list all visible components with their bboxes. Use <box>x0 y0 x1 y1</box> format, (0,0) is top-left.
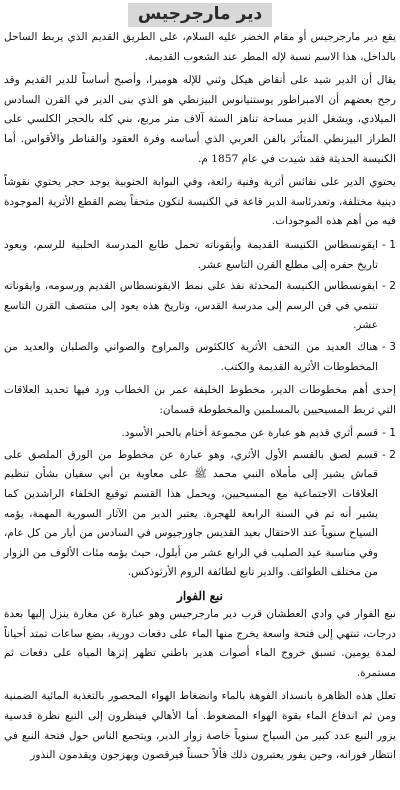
list-item <box>4 277 396 336</box>
list-item <box>4 236 396 275</box>
list-item-number: 2 - <box>382 448 396 461</box>
intro-paragraph: يقع دير مارجرجيس أو مقام الخضر عليه السلام، على الطريق القديم الذي يربط الساحل بالداخل، هذا الاسم نسبة لإله المطر عند الشعوب القديمة. <box>4 31 396 63</box>
page-title: دير مارجرجيس <box>128 3 272 27</box>
spring-explanation-paragraph: تعلل هذه الظاهرة بانسداد الفوهة بالماء وانضغاط الهواء المحصور بالتغذية المائية الضمنية ومن ثم اندفاع الماء بقوة الهواء المضغوط. أما الأهالي فينظرون إلى النبع نظرة قدسية يزور النبع عدد كبير من السياح سنوياً خاصة زوار الدير، ويتجمع الناس حول فتحة النبع في انتظار فورانه، وحين يفور يعتبرون ذلك فألاً حسناً فيرقصون ويهزجون ويقدمون النذور <box>4 690 396 762</box>
list-item <box>4 446 396 583</box>
list-item <box>4 338 396 377</box>
title-bar <box>4 2 396 28</box>
list-item-text: قسم لصق بالقسم الأول الأثري، وهو عبارة عن مخطوط من الورق الملصق على قماش يشير إلى مأملاه النبي محمد ﷺ على معاوية بن أبي سفيان بشأن تنظيم العلاقات الاجتماعية مع المسيحيين، ويحمل هذا القسم توقيع الخلفاء الراشدين كما يشير أنه تم في السنة الرابعة للهجرة. يعتبر الدير من الآثار السورية المهمة، يؤمه السياح سنوياً عند الاحتفال بعيد القديس جاورجيوس في السادس من أيار من كل عام، وفي مناسبة عيد الصليب في الرابع عشر من أيلول، حيث يؤمه مئات الألوف من الزوار من مختلف الطوائف. والدير تابع لطائفة الروم الأرثوذكس. <box>4 448 379 579</box>
contents-paragraph: يحتوي الدير على نفائس أثرية وفنية رائعة، وفي البوابة الجنوبية يوجد حجر يحتوي نقوشاً دينية مختلفة، وتعدرئاسة الدير قاعة في الكنيسة لتكون متحفاً يضم القطع الأثرية الموجودة فيه من أهم هذه الموجودات. <box>4 176 396 228</box>
history-paragraph: يقال أن الدير شيد على أنقاض هيكل وثني للإله هوميرا، وأصبح أساساً للدير القديم وقد رجح بعضهم أن الامبراطور يوستنيانوس البيزنطي هو الذي بنى الدير في القرن السادس الميلادي، ويشغل الدير مساحة تناهز الستة آلاف متر مربع، بني كله بالحجر الكلسي على الطراز البيزنطي المتأثر بالفن العربي الذي أساسه وفرة العقود والقناطر والأقواس. أما الكنيسة الحديثة فقد شيدت في عام 1857 م. <box>4 74 396 165</box>
list-item-text: ايقونسطاس الكنيسة القديمة وأيقوناته تحمل طابع المدرسة الحلبية للرسم، ويعود تاريخ حفره إلى مطلع القرن التاسع عشر. <box>4 238 379 271</box>
document-page <box>4 0 396 790</box>
list-item-number: 1 - <box>382 427 396 440</box>
list-item-number: 3 - <box>382 340 396 353</box>
list-item-text: ايقونسطاس الكنيسة المحدثة نفذ على نمط الايقونسطاس القديم ورسومه، وايقوناته تنتمي في فن الرسم إلى مدرسة القدس، وتاريخ هذه يعود إلى منتصف القرن التاسع عشر. <box>4 280 379 332</box>
artifacts-list <box>4 236 396 377</box>
list-item-text: هناك العديد من التحف الأثرية كالكئوس والمراوح والصواني والصلبان والعديد من المخطوطات الأثرية القديمة والكتب. <box>4 340 379 373</box>
spring-paragraph: نبع الفوار في وادي العطشان قرب دير مارجرجيس وهو عبارة عن مغارة ينزل إليها بعدة درجات، تنتهي إلى فتحة واسعة يخرج منها الماء على دفعات دورية، بضع ساعات تمتد أحياناً لمدة يومين. تسبق خروج الماء أصوات هدير باطني تظهر إثرها المياه على دفعات ثم مستمرة. <box>4 608 396 679</box>
list-item <box>4 424 396 444</box>
manuscript-parts-list <box>4 424 396 583</box>
list-item-number: 2 - <box>382 280 396 293</box>
section-heading: نبع الفوار <box>177 589 223 604</box>
list-item-text: قسم أثري قديم هو عبارة عن مجموعة أختام بالحبر الأسود. <box>121 427 379 440</box>
list-item-number: 1 - <box>382 238 396 251</box>
manuscripts-paragraph: إحدى أهم مخطوطات الدير، مخطوط الخليفة عمر بن الخطاب ورد فيها تحديد العلاقات التي تربط المسيحيين بالمسلمين والمخطوطة قسمان: <box>4 384 396 416</box>
